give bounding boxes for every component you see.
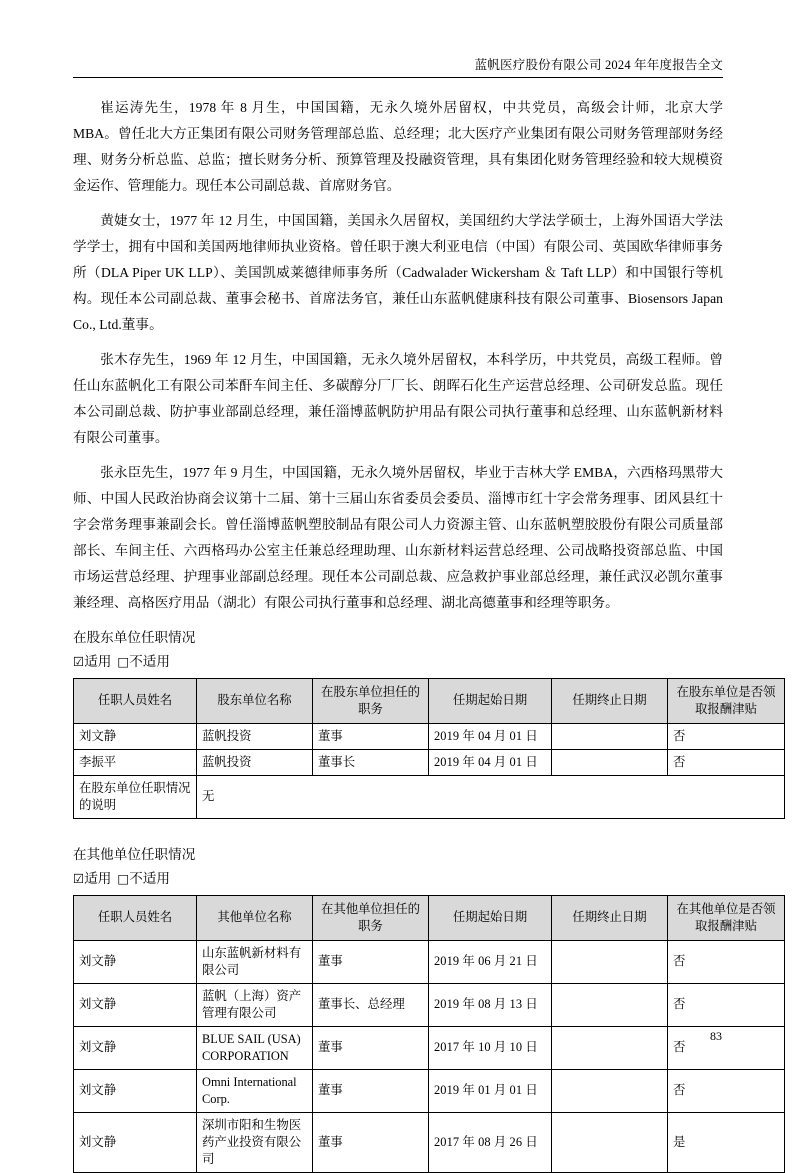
other-positions-table bbox=[73, 895, 785, 1173]
cell-end bbox=[552, 940, 668, 983]
checkbox-not-applicable-shareholder[interactable]: □ bbox=[117, 653, 130, 669]
bio-paragraph-cui: 崔运涛先生，1978 年 8 月生，中国国籍，无永久境外居留权，中共党员，高级会计师，北京大学 MBA。曾任北大方正集团有限公司财务管理部总监、总经理；北大医疗产业集团有限公司财务管理部财务经理、财务分析总监、总监；擅长财务分析、预算管理及投融资管理，具有集团化财务管理经验和较大规模资金运作、管理能力。现任本公司副总裁、首席财务官。 bbox=[73, 99, 723, 193]
table-row bbox=[74, 723, 785, 749]
other-table-body bbox=[74, 940, 785, 1172]
col-header-start: 任期起始日期 bbox=[429, 895, 552, 940]
cell-end bbox=[552, 723, 668, 749]
cell-paid: 否 bbox=[668, 723, 785, 749]
cell-paid: 是 bbox=[668, 1112, 785, 1172]
table-header-row bbox=[74, 678, 785, 723]
table-note-row bbox=[74, 775, 785, 818]
other-table-head bbox=[74, 895, 785, 940]
cell-name: 刘文静 bbox=[74, 983, 197, 1026]
table-row bbox=[74, 940, 785, 983]
note-label-cell: 在股东单位任职情况的说明 bbox=[74, 775, 197, 818]
cell-paid: 否 bbox=[668, 1026, 785, 1069]
table-row bbox=[74, 749, 785, 775]
cell-org: Omni International Corp. bbox=[197, 1069, 313, 1112]
cell-end bbox=[552, 983, 668, 1026]
col-header-paid: 在股东单位是否领取报酬津贴 bbox=[668, 678, 785, 723]
table-row bbox=[74, 1069, 785, 1112]
col-header-post: 在股东单位担任的职务 bbox=[313, 678, 429, 723]
biography-paragraphs bbox=[73, 86, 723, 616]
cell-org: BLUE SAIL (USA) CORPORATION bbox=[197, 1026, 313, 1069]
cell-post: 董事 bbox=[313, 1026, 429, 1069]
col-header-post: 在其他单位担任的职务 bbox=[313, 895, 429, 940]
shareholder-table-body bbox=[74, 723, 785, 818]
cell-post: 董事 bbox=[313, 1069, 429, 1112]
note-value-cell: 无 bbox=[197, 775, 785, 818]
cell-start: 2017 年 10 月 10 日 bbox=[429, 1026, 552, 1069]
cell-paid: 否 bbox=[668, 1069, 785, 1112]
col-header-paid: 在其他单位是否领取报酬津贴 bbox=[668, 895, 785, 940]
bio-paragraph-zhangyongchen: 张永臣先生，1977 年 9 月生，中国国籍，无永久境外居留权，毕业于吉林大学 EMBA，六西格玛黑带大师、中国人民政治协商会议第十二届、第十三届山东省委员会委员、淄博市红十字会常务理事、团风县红十字会常务理事兼副会长。曾任淄博蓝帆塑胶制品有限公司人力资源主管、山东蓝帆塑胶股份有限公司质量部部长、车间主任、六西格玛办公室主任兼总经理助理、山东新材料运营总经理、公司战略投资部总监、中国市场运营总经理、护理事业部副总经理。现任本公司副总裁、应急救护事业部总经理，兼任武汉必凯尔董事兼经理、高格医疗用品（湖北）有限公司执行董事和总经理、湖北高德董事和经理等职务。 bbox=[73, 464, 723, 610]
cell-name: 刘文静 bbox=[74, 1026, 197, 1069]
cell-end bbox=[552, 1069, 668, 1112]
label-applicable-shareholder: 适用 bbox=[84, 653, 112, 669]
cell-org: 蓝帆投资 bbox=[197, 749, 313, 775]
cell-post: 董事长 bbox=[313, 749, 429, 775]
col-header-org: 其他单位名称 bbox=[197, 895, 313, 940]
cell-name: 刘文静 bbox=[74, 940, 197, 983]
label-not-applicable-shareholder: 不适用 bbox=[129, 653, 170, 669]
header-divider bbox=[73, 77, 723, 78]
col-header-org: 股东单位名称 bbox=[197, 678, 313, 723]
cell-start: 2019 年 01 月 01 日 bbox=[429, 1069, 552, 1112]
bio-paragraph-huang: 黄婕女士，1977 年 12 月生，中国国籍，美国永久居留权，美国纽约大学法学硕士，上海外国语大学法学学士，拥有中国和美国两地律师执业资格。曾任职于澳大利亚电信（中国）有限公司、英国欧华律师事务所（DLA Piper UK LLP）、美国凯威莱德律师事务所（Cadwalader Wickersham ＆ Taft LLP）和中国银行等机构。现任本公司副总裁、董事会秘书、首席法务官，兼任山东蓝帆健康科技有限公司董事、Biosensors Japan Co., Ltd.董事。 bbox=[73, 212, 723, 332]
page-number: 83 bbox=[710, 1029, 722, 1043]
page-content bbox=[73, 0, 776, 1173]
checkbox-applicable-shareholder[interactable]: ☑ bbox=[73, 653, 85, 669]
cell-paid: 否 bbox=[668, 983, 785, 1026]
cell-start: 2019 年 04 月 01 日 bbox=[429, 723, 552, 749]
cell-name: 刘文静 bbox=[74, 723, 197, 749]
section-title-other: 在其他单位任职情况 bbox=[73, 846, 196, 862]
cell-org: 深圳市阳和生物医药产业投资有限公司 bbox=[197, 1112, 313, 1172]
table-header-row bbox=[74, 895, 785, 940]
col-header-end: 任期终止日期 bbox=[552, 895, 668, 940]
cell-paid: 否 bbox=[668, 749, 785, 775]
label-applicable-other: 适用 bbox=[84, 870, 112, 886]
shareholder-table-head bbox=[74, 678, 785, 723]
label-not-applicable-other: 不适用 bbox=[129, 870, 170, 886]
checkbox-not-applicable-other[interactable]: □ bbox=[117, 870, 130, 886]
cell-start: 2019 年 06 月 21 日 bbox=[429, 940, 552, 983]
col-header-name: 任职人员姓名 bbox=[74, 895, 197, 940]
cell-name: 李振平 bbox=[74, 749, 197, 775]
table-row bbox=[74, 1026, 785, 1069]
cell-end bbox=[552, 749, 668, 775]
table-row bbox=[74, 1112, 785, 1172]
running-header-text: 蓝帆医疗股份有限公司 2024 年年度报告全文 bbox=[474, 58, 723, 72]
col-header-end: 任期终止日期 bbox=[552, 678, 668, 723]
bio-paragraph-zhangmucun: 张木存先生，1969 年 12 月生，中国国籍，无永久境外居留权，本科学历，中共党员，高级工程师。曾任山东蓝帆化工有限公司苯酐车间主任、多碳醇分厂厂长、朗晖石化生产运营总经理、公司研发总监。现任本公司副总裁、防护事业部副总经理，兼任淄博蓝帆防护用品有限公司执行董事和总经理、山东蓝帆新材料有限公司董事。 bbox=[73, 351, 723, 445]
col-header-name: 任职人员姓名 bbox=[74, 678, 197, 723]
cell-org: 蓝帆投资 bbox=[197, 723, 313, 749]
shareholder-positions-table bbox=[73, 678, 785, 819]
cell-name: 刘文静 bbox=[74, 1112, 197, 1172]
cell-end bbox=[552, 1112, 668, 1172]
cell-end bbox=[552, 1026, 668, 1069]
section-spacer bbox=[73, 819, 723, 833]
checkbox-applicable-other[interactable]: ☑ bbox=[73, 870, 85, 886]
section-title-shareholder: 在股东单位任职情况 bbox=[73, 629, 196, 645]
cell-start: 2019 年 04 月 01 日 bbox=[429, 749, 552, 775]
cell-post: 董事长、总经理 bbox=[313, 983, 429, 1026]
cell-name: 刘文静 bbox=[74, 1069, 197, 1112]
applicability-shareholder bbox=[73, 650, 723, 674]
cell-post: 董事 bbox=[313, 723, 429, 749]
cell-post: 董事 bbox=[313, 1112, 429, 1172]
running-header bbox=[73, 0, 723, 73]
cell-paid: 否 bbox=[668, 940, 785, 983]
cell-post: 董事 bbox=[313, 940, 429, 983]
cell-start: 2017 年 08 月 26 日 bbox=[429, 1112, 552, 1172]
cell-org: 山东蓝帆新材料有限公司 bbox=[197, 940, 313, 983]
col-header-start: 任期起始日期 bbox=[429, 678, 552, 723]
cell-start: 2019 年 08 月 13 日 bbox=[429, 983, 552, 1026]
applicability-other bbox=[73, 867, 723, 891]
table-row bbox=[74, 983, 785, 1026]
cell-org: 蓝帆（上海）资产管理有限公司 bbox=[197, 983, 313, 1026]
